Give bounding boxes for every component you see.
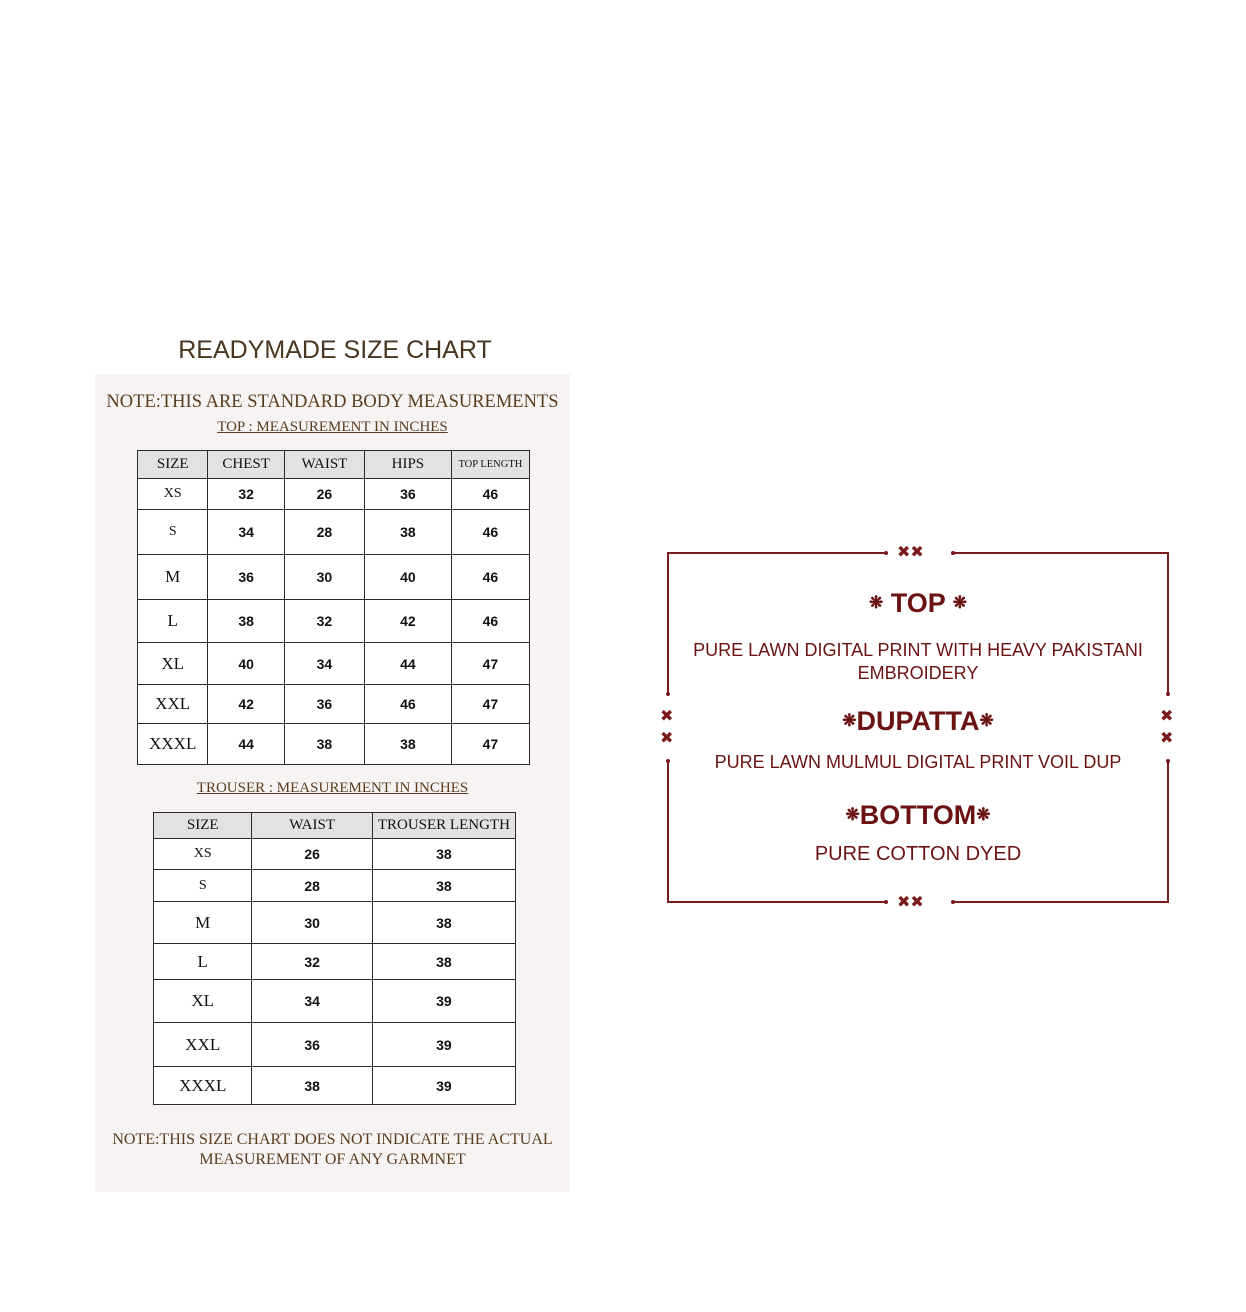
size-cell: XL [154, 980, 252, 1023]
flower-icon: ❋ [845, 804, 860, 824]
value-cell: 34 [252, 980, 372, 1023]
ornament-icon: ✖✖ [897, 892, 924, 911]
disclaimer-line-1: NOTE:THIS SIZE CHART DOES NOT INDICATE THE ACTUAL [112, 1131, 553, 1148]
value-cell: 47 [451, 685, 529, 724]
value-cell: 39 [372, 980, 515, 1023]
top-size-table [137, 450, 530, 765]
size-cell: M [154, 902, 252, 944]
table-row [154, 870, 516, 902]
table-row [154, 1023, 516, 1067]
value-cell: 32 [284, 600, 364, 643]
flower-icon: ❋ [842, 710, 857, 730]
value-cell: 39 [372, 1067, 515, 1105]
value-cell: 36 [365, 479, 452, 510]
size-cell: L [138, 600, 208, 643]
frame-dot [884, 900, 888, 904]
ornament-icon: ✖ [1160, 728, 1174, 747]
value-cell: 38 [252, 1067, 372, 1105]
table-row [138, 510, 530, 555]
size-cell: S [154, 870, 252, 902]
value-cell: 34 [208, 510, 284, 555]
table-row [138, 479, 530, 510]
size-cell: XXXL [138, 724, 208, 765]
disclaimer-note [95, 1130, 570, 1170]
table-row [138, 643, 530, 685]
frame-line [954, 552, 1169, 554]
column-header: SIZE [154, 813, 252, 839]
value-cell: 30 [284, 555, 364, 600]
size-chart-card [95, 374, 570, 1192]
table-row [154, 944, 516, 980]
table-row [138, 600, 530, 643]
frame-dot [666, 692, 670, 696]
table-row [154, 980, 516, 1023]
value-cell: 46 [451, 510, 529, 555]
frame-line [667, 762, 669, 902]
trouser-table-heading: TROUSER : MEASUREMENT IN INCHES [196, 780, 469, 796]
column-header: SIZE [138, 451, 208, 479]
value-cell: 36 [284, 685, 364, 724]
value-cell: 26 [284, 479, 364, 510]
trouser-size-table [153, 812, 516, 1105]
value-cell: 28 [252, 870, 372, 902]
table-row [138, 555, 530, 600]
value-cell: 32 [208, 479, 284, 510]
ornament-icon: ✖ [660, 706, 674, 725]
value-cell: 46 [451, 479, 529, 510]
value-cell: 36 [208, 555, 284, 600]
column-header: CHEST [208, 451, 284, 479]
column-header: HIPS [365, 451, 452, 479]
size-cell: XL [138, 643, 208, 685]
value-cell: 46 [451, 600, 529, 643]
frame-dot [884, 551, 888, 555]
value-cell: 32 [252, 944, 372, 980]
top-table-heading: TOP : MEASUREMENT IN INCHES [217, 419, 448, 435]
frame-dot [1166, 692, 1170, 696]
size-cell: S [138, 510, 208, 555]
table-row [154, 1067, 516, 1105]
frame-line [1167, 762, 1169, 902]
column-header: TROUSER LENGTH [372, 813, 515, 839]
dupatta-title-text: DUPATTA [856, 706, 980, 736]
table-row [154, 902, 516, 944]
value-cell: 38 [372, 870, 515, 902]
bottom-section-title [667, 800, 1169, 831]
size-cell: XS [138, 479, 208, 510]
flower-icon: ❋ [979, 710, 994, 730]
column-header: WAIST [252, 813, 372, 839]
top-section-title [667, 588, 1169, 619]
value-cell: 46 [365, 685, 452, 724]
value-cell: 38 [284, 724, 364, 765]
value-cell: 30 [252, 902, 372, 944]
value-cell: 28 [284, 510, 364, 555]
value-cell: 46 [451, 555, 529, 600]
ornament-icon: ✖ [660, 728, 674, 747]
value-cell: 44 [208, 724, 284, 765]
standard-measurements-note: NOTE:THIS ARE STANDARD BODY MEASUREMENTS [106, 392, 559, 412]
dupatta-section-title [667, 706, 1169, 737]
value-cell: 34 [284, 643, 364, 685]
value-cell: 38 [208, 600, 284, 643]
bottom-fabric-description: PURE COTTON DYED [814, 843, 1022, 865]
value-cell: 47 [451, 724, 529, 765]
value-cell: 39 [372, 1023, 515, 1067]
flower-icon: ❋ [952, 592, 968, 612]
dupatta-fabric-description: PURE LAWN MULMUL DIGITAL PRINT VOIL DUP [714, 752, 1122, 772]
size-cell: XXL [138, 685, 208, 724]
frame-line [667, 552, 885, 554]
table-row [138, 685, 530, 724]
value-cell: 38 [372, 944, 515, 980]
size-chart-title: READYMADE SIZE CHART [178, 336, 492, 364]
fabric-details-panel [660, 542, 1174, 911]
size-cell: XS [154, 839, 252, 870]
top-desc-line-1: PURE LAWN DIGITAL PRINT WITH HEAVY PAKISTANI [693, 640, 1143, 660]
size-cell: XXXL [154, 1067, 252, 1105]
top-fabric-description [667, 639, 1169, 685]
value-cell: 42 [208, 685, 284, 724]
top-desc-line-2: EMBROIDERY [857, 663, 979, 683]
value-cell: 47 [451, 643, 529, 685]
value-cell: 38 [372, 839, 515, 870]
value-cell: 38 [372, 902, 515, 944]
flower-icon: ❋ [868, 592, 884, 612]
disclaimer-line-2: MEASUREMENT OF ANY GARMNET [199, 1151, 466, 1168]
ornament-icon: ✖ [1160, 706, 1174, 725]
top-title-text: TOP [890, 588, 946, 618]
value-cell: 26 [252, 839, 372, 870]
value-cell: 38 [365, 510, 452, 555]
value-cell: 40 [208, 643, 284, 685]
size-cell: XXL [154, 1023, 252, 1067]
table-row [138, 724, 530, 765]
value-cell: 40 [365, 555, 452, 600]
column-header: WAIST [284, 451, 364, 479]
flower-icon: ❋ [976, 804, 991, 824]
value-cell: 38 [365, 724, 452, 765]
column-header: TOP LENGTH [451, 451, 529, 479]
bottom-title-text: BOTTOM [859, 800, 977, 830]
value-cell: 36 [252, 1023, 372, 1067]
value-cell: 44 [365, 643, 452, 685]
ornament-icon: ✖✖ [897, 542, 924, 561]
frame-line [954, 901, 1169, 903]
size-cell: M [138, 555, 208, 600]
table-row [154, 839, 516, 870]
value-cell: 42 [365, 600, 452, 643]
size-cell: L [154, 944, 252, 980]
frame-line [667, 901, 885, 903]
